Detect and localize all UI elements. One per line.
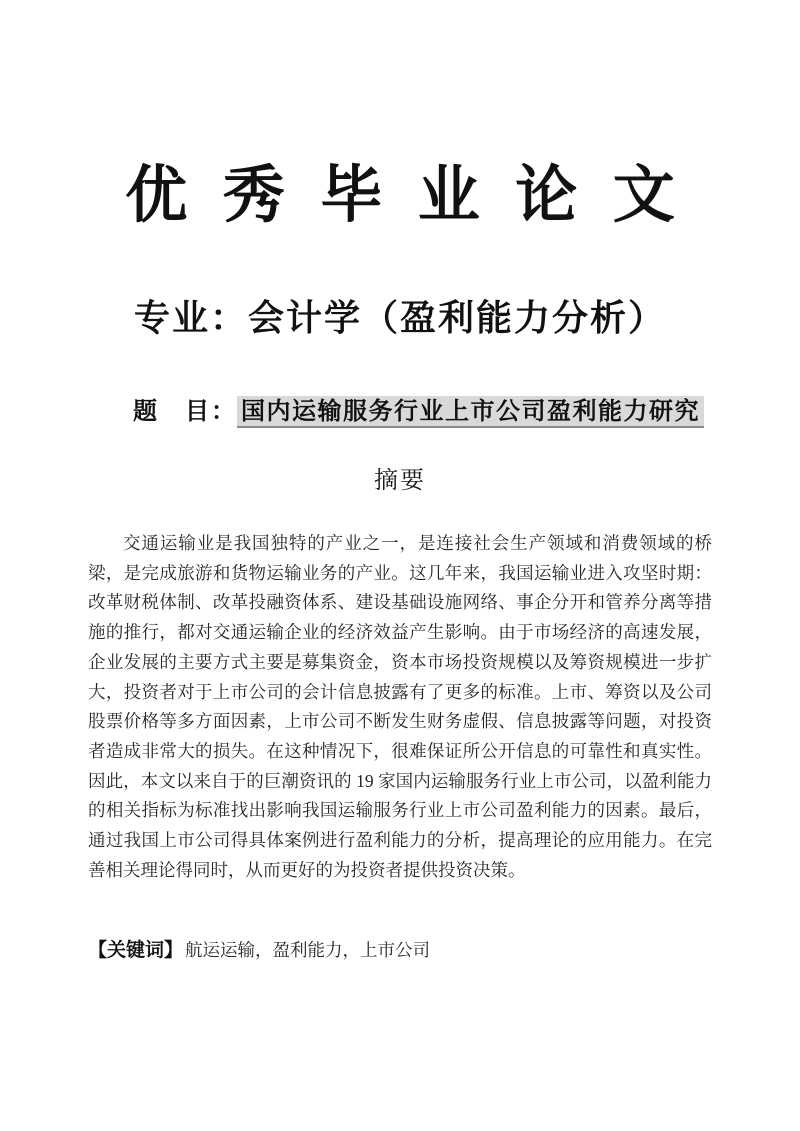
main-title: 优 秀 毕 业 论 文	[125, 162, 685, 230]
major-line: 专业：会计学（盈利能力分析）	[133, 298, 666, 338]
topic-line	[133, 391, 800, 433]
topic-title-highlighted: 国内运输服务行业上市公司盈利能力研究	[237, 396, 704, 428]
keywords-label: 【关键词】	[88, 940, 184, 962]
topic-label: 题 目：	[133, 399, 237, 425]
abstract-body	[88, 529, 712, 885]
keywords-text: 航运运输，盈利能力，上市公司	[185, 940, 431, 961]
abstract-paragraph: 交通运输业是我国独特的产业之一，是连接社会生产领域和消费领域的桥梁，是完成旅游和货物运输业务的产业。这几年来，我国运输业进入攻坚时期：改革财税体制、改革投融资体系、建设基础设施网络、事企分开和管养分离等措施的推行，都对交通运输企业的经济效益产生影响。由于市场经济的高速发展，企业发展的主要方式主要是募集资金，资本市场投资规模以及筹资规模进一步扩大，投资者对于上市公司的会计信息披露有了更多的标准。上市、筹资以及公司股票价格等多方面因素，上市公司不断发生财务虚假、信息披露等问题，对投资者造成非常大的损失。在这种情况下，很难保证所公开信息的可靠性和真实性。因此，本文以来自于的巨潮资讯的 19 家国内运输服务行业上市公司，以盈利能力的相关指标为标准找出影响我国运输服务行业上市公司盈利能力的因素。最后，通过我国上市公司得具体案例进行盈利能力的分析，提高理论的应用能力。在完善相关理论得同时，从而更好的为投资者提供投资决策。	[88, 533, 712, 880]
keywords-line	[88, 935, 800, 966]
abstract-heading: 摘要	[374, 468, 426, 494]
